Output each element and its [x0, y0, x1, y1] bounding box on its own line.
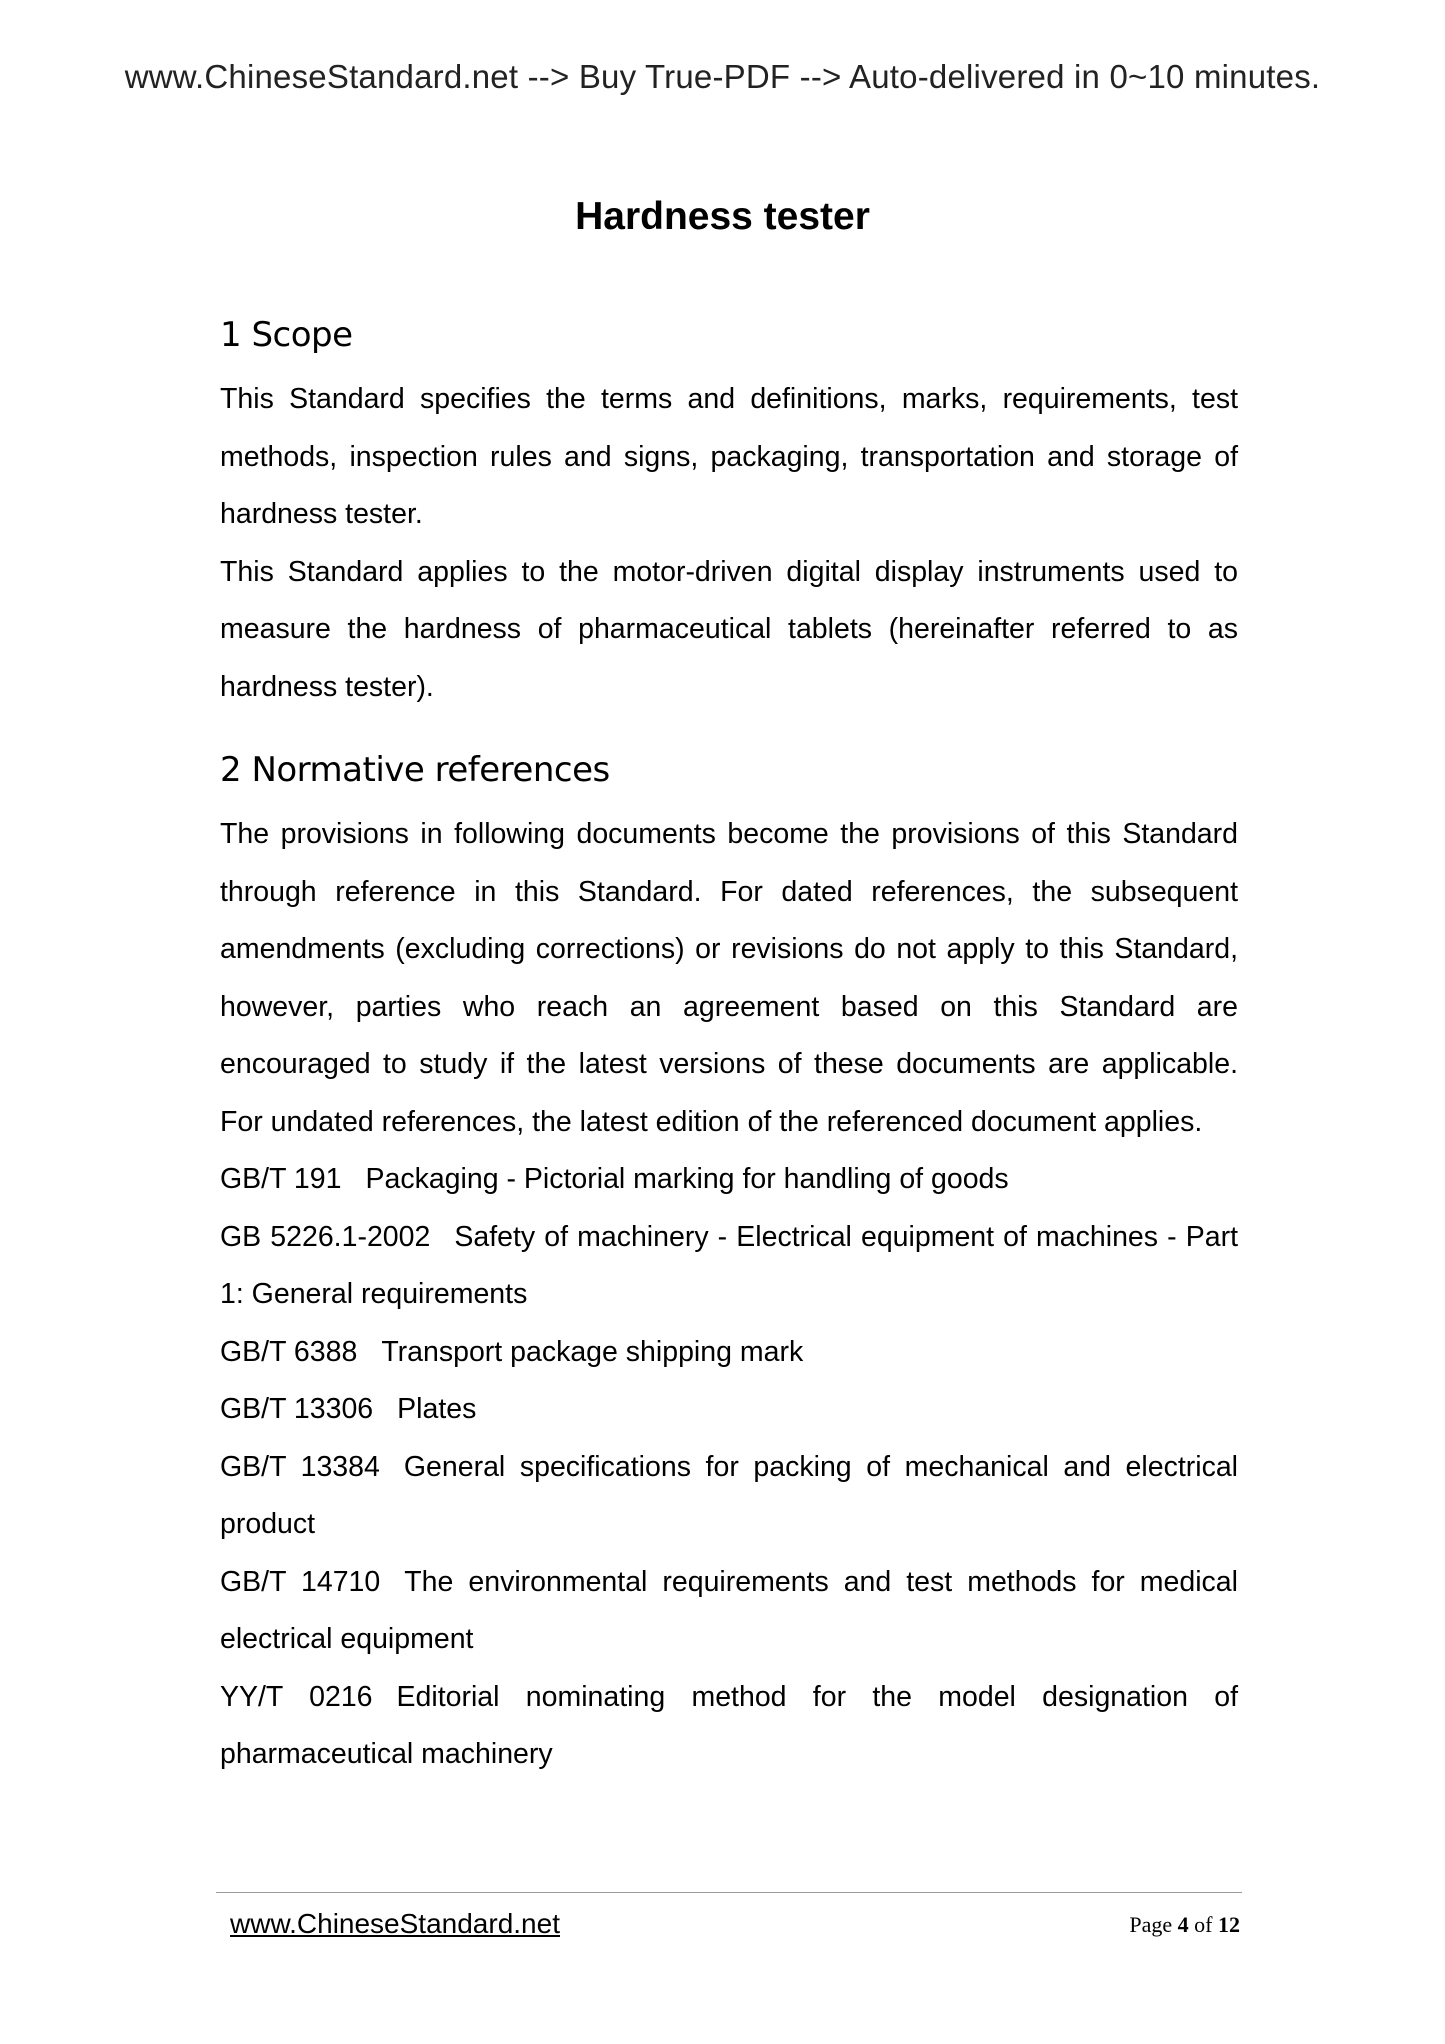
reference-title: Packaging - Pictorial marking for handling of goods	[365, 1163, 1009, 1195]
reference-title: General specifications for packing of mechanical and electrical product	[220, 1450, 1238, 1540]
reference-code: GB/T 14710	[220, 1565, 381, 1598]
reference-item	[220, 1209, 1238, 1324]
section-heading-scope: 1 Scope	[220, 315, 353, 355]
reference-title: Plates	[397, 1393, 477, 1425]
scope-paragraph-2: This Standard applies to the motor-driven digital display instruments used to measure the hardness of pharmaceutical tablets (hereinafter referred to as hardness tester).	[220, 555, 1238, 703]
footer-website-link[interactable]: www.ChineseStandard.net	[230, 1908, 560, 1939]
scope-paragraph-1: This Standard specifies the terms and definitions, marks, requirements, test methods, inspection rules and signs, packaging, transportation and storage of hardness tester.	[220, 383, 1238, 530]
reference-code: GB/T 6388	[220, 1335, 358, 1368]
reference-code: GB/T 13384	[220, 1450, 380, 1483]
normative-intro-paragraph: The provisions in following documents become the provisions of this Standard through reference in this Standard. For dated references, the subsequent amendments (excluding corrections) or revisions do not apply to this Standard, however, parties who reach an agreement based on this Standard are encouraged to study if the latest versions of these documents are applicable. For undated references, the latest edition of the referenced document applies.	[220, 818, 1238, 1138]
page-prefix: Page	[1129, 1912, 1178, 1937]
reference-item	[220, 1439, 1238, 1554]
page-of: of	[1188, 1912, 1218, 1937]
reference-item	[220, 1554, 1238, 1669]
reference-code: GB/T 191	[220, 1163, 342, 1195]
page-total: 12	[1218, 1912, 1240, 1937]
footer-divider	[216, 1892, 1242, 1893]
section-heading-normative-references: 2 Normative references	[220, 750, 610, 790]
reference-code: YY/T 0216	[220, 1680, 373, 1713]
reference-code: GB/T 13306	[220, 1393, 374, 1425]
reference-item	[220, 1381, 1238, 1439]
reference-item	[220, 1669, 1238, 1784]
reference-title: Transport package shipping mark	[381, 1335, 804, 1368]
reference-title: Editorial nominating method for the model designation of pharmaceutical machinery	[220, 1680, 1238, 1770]
reference-item	[220, 1324, 1238, 1382]
reference-item	[220, 1151, 1238, 1209]
reference-title: The environmental requirements and test methods for medical electrical equipment	[220, 1565, 1238, 1655]
page-current: 4	[1177, 1912, 1189, 1937]
reference-code: GB 5226.1-2002	[220, 1220, 431, 1253]
page-number	[1129, 1912, 1240, 1938]
reference-title: Safety of machinery - Electrical equipment of machines - Part 1: General requirements	[220, 1220, 1238, 1310]
document-title: Hardness tester	[575, 195, 870, 238]
top-banner: www.ChineseStandard.net --> Buy True-PDF --> Auto-delivered in 0~10 minutes.	[124, 58, 1321, 95]
document-body	[220, 300, 1238, 1784]
